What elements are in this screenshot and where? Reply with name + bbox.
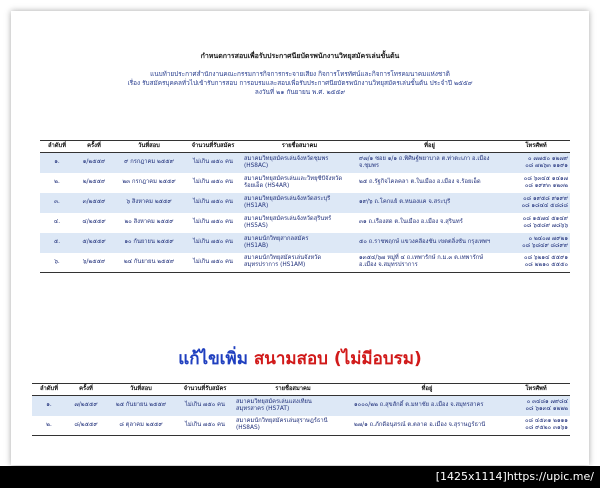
table-row bbox=[32, 416, 570, 436]
cell-association-line-1: สมาคมวิทยุสมัครเล่นจังหวัดสุรินทร์ bbox=[244, 215, 332, 222]
cell-phone bbox=[502, 396, 570, 416]
cell-address-line-1: ๑๙/๖ ถ.โคกแย้ ต.หนองแค จ.สระบุรี bbox=[359, 199, 451, 205]
cell-round bbox=[74, 153, 114, 173]
cell-date bbox=[114, 253, 184, 273]
cell-association-line-1: สมาคมวิทยุสมัครเล่นจังหวัดสระบุรี bbox=[244, 195, 331, 202]
cell-association bbox=[234, 416, 352, 436]
col-header-no: ลำดับที่ bbox=[32, 384, 66, 396]
table-header-row bbox=[40, 141, 570, 153]
cell-round-line-1: ๗/๒๕๕๙ bbox=[74, 402, 98, 409]
cell-date bbox=[114, 233, 184, 253]
cell-date-line-1: ๒๕ กันยายน ๒๕๕๙ bbox=[115, 402, 167, 409]
cell-phone bbox=[502, 213, 570, 233]
cell-quota bbox=[184, 233, 242, 253]
cell-date-line-1: ๒๐ สิงหาคม ๒๕๕๙ bbox=[124, 219, 174, 225]
cell-quota bbox=[184, 153, 242, 173]
cell-quota-line-1: ไม่เกิน ๗๕๐ คน bbox=[184, 421, 225, 428]
cell-round bbox=[66, 396, 106, 416]
col-header-address: ที่อยู่ bbox=[357, 141, 502, 153]
cell-address bbox=[357, 153, 502, 173]
cell-address-line-1: ๒๗/๑ ถ.ภักดีอนุสรณ์ ต.ตลาด อ.เมือง จ.สุราษฎร์ธานี bbox=[354, 421, 486, 428]
cell-association-line-2: สมุทรปราการ (HS1AM) bbox=[244, 262, 306, 269]
col-header-date: วันที่สอบ bbox=[114, 141, 184, 153]
cell-association-line-1: สมาคมนักวิทยุสากลสมัคร bbox=[244, 235, 309, 242]
cell-phone-line-2: ๐๘ ๙๕๒๐ ๓๑๖๑ bbox=[525, 425, 568, 432]
table-row bbox=[40, 193, 570, 213]
document-page bbox=[11, 11, 589, 465]
cell-quota-line-1: ไม่เกิน ๗๕๐ คน bbox=[192, 258, 233, 265]
cell-association-line-1: สมาคมนักวิทยุสมัครเล่นจังหวัด bbox=[244, 255, 322, 262]
cell-round-line-1: ๓/๒๕๕๙ bbox=[82, 199, 106, 205]
col-header-phone: โทรศัพท์ bbox=[502, 141, 570, 153]
cell-round bbox=[74, 213, 114, 233]
col-header-quota: จำนวนที่รับสมัคร bbox=[184, 141, 242, 153]
cell-quota bbox=[184, 213, 242, 233]
cell-association bbox=[242, 213, 357, 233]
cell-no-line-1: ๒. bbox=[54, 179, 60, 185]
col-header-phone: โทรศัพท์ bbox=[502, 384, 570, 396]
additional-exam-table bbox=[32, 383, 570, 436]
cell-phone bbox=[502, 193, 570, 213]
amendment-heading bbox=[11, 348, 589, 370]
cell-association bbox=[242, 193, 357, 213]
cell-address bbox=[352, 416, 502, 436]
cell-date-line-1: ๖ สิงหาคม ๒๕๕๙ bbox=[126, 199, 172, 205]
cell-address-line-1: ๓๑ ถ.เรืองสด ต.ในเมือง อ.เมือง จ.สุรินทร์ bbox=[359, 219, 463, 225]
cell-phone-line-1: ๐ ๒๔๐๗ ๗๙๒๑ bbox=[528, 235, 568, 242]
cell-address bbox=[357, 253, 502, 273]
cell-date bbox=[114, 173, 184, 193]
col-header-association: รายชื่อสมาคม bbox=[234, 384, 352, 396]
cell-round-line-1: ๒/๒๕๕๙ bbox=[82, 179, 106, 185]
cell-round-line-1: ๔/๒๕๕๙ bbox=[82, 219, 106, 225]
cell-phone-line-2: ๐๘ ๒๒๑๐ ๕๕๕๐ bbox=[524, 262, 568, 269]
cell-round bbox=[74, 253, 114, 273]
cell-address bbox=[357, 213, 502, 233]
table-row bbox=[40, 233, 570, 253]
cell-phone-line-2: ๐๘ ๖๕๘๙ ๗๘๖๖ bbox=[523, 222, 568, 229]
col-header-date: วันที่สอบ bbox=[106, 384, 176, 396]
cell-address-line-1: ๙๗/๑ ซอย ๑/๑ ถ.พิศิษฐ์พยาบาล ต.ท่าตะเภา อ.เมือง bbox=[359, 155, 490, 162]
cell-phone-line-1: ๐๘ ๖๒๑๔ ๕๕๙๑ bbox=[524, 255, 568, 262]
cell-no bbox=[32, 396, 66, 416]
cell-quota bbox=[176, 396, 234, 416]
table-header-row bbox=[32, 384, 570, 396]
cell-address-line-1: ๒๕ ถ.รัฐกิจไคลคลา ต.ในเมือง อ.เมือง จ.ร้อยเอ็ด bbox=[359, 179, 481, 185]
cell-no-line-1: ๖. bbox=[54, 258, 60, 265]
cell-date-line-1: ๙ กรกฎาคม ๒๕๕๙ bbox=[124, 159, 174, 166]
cell-association-line-2: (HS5AS) bbox=[244, 222, 268, 229]
cell-association-line-2: (HS1AB) bbox=[244, 242, 269, 249]
col-header-association: รายชื่อสมาคม bbox=[242, 141, 357, 153]
cell-phone-line-1: ๐๘ ๖๓๔๕ ๑๔๑๗ bbox=[523, 175, 568, 182]
header-line-3: เรื่อง รับสมัครบุคคลทั่วไปเข้ารับการสอบ การอบรมและสอบเพื่อรับประกาศนียบัตรพนักงานวิทยุสมัครเล่นขั้นต้น ประจำปี ๒๕๕๙ bbox=[127, 79, 473, 87]
cell-association-line-2: (HS8AS) bbox=[236, 425, 260, 432]
amendment-heading-red: สนามสอบ (ไม่มีอบรม) bbox=[253, 349, 422, 369]
cell-date bbox=[114, 213, 184, 233]
cell-no-line-1: ๑. bbox=[54, 159, 60, 166]
cell-address-line-2: จ.ชุมพร bbox=[359, 162, 379, 169]
cell-association bbox=[234, 396, 352, 416]
amendment-heading-blue: แก้ไขเพิ่ม bbox=[178, 349, 248, 369]
cell-association-line-2: สมุทรสาคร (HS7AT) bbox=[236, 405, 290, 412]
cell-quota bbox=[176, 416, 234, 436]
cell-phone bbox=[502, 233, 570, 253]
cell-round-line-1: ๘/๒๕๕๙ bbox=[74, 421, 98, 428]
cell-round bbox=[66, 416, 106, 436]
table-row bbox=[40, 173, 570, 193]
cell-phone-line-2: ๐๘ ๗๒๖๓ ๑๑๙๑ bbox=[525, 162, 568, 169]
cell-association-line-2: (HS8AC) bbox=[244, 162, 269, 169]
image-resolution: [1425x1114] bbox=[435, 470, 507, 483]
cell-address-line-1: ๑๐๐๐/๒๒ ถ.สุขสักดิ์ ต.มหาชัย อ.เมือง จ.สมุทรสาคร bbox=[354, 402, 484, 409]
cell-quota-line-1: ไม่เกิน ๗๕๐ คน bbox=[192, 199, 233, 205]
cell-association-line-2: (HS1AR) bbox=[244, 202, 269, 209]
cell-address bbox=[357, 233, 502, 253]
exam-schedule-table bbox=[40, 140, 570, 273]
cell-association bbox=[242, 153, 357, 173]
table-row bbox=[40, 253, 570, 273]
header-date-line: ลงวันที่ ๒๑ กันยายน พ.ศ. ๒๕๕๙ bbox=[254, 88, 346, 96]
cell-date bbox=[106, 416, 176, 436]
cell-quota bbox=[184, 193, 242, 213]
cell-address bbox=[357, 173, 502, 193]
cell-phone-line-2: ๐๘ ๖๘๔๙ ๘๘๙๙ bbox=[522, 242, 568, 249]
cell-association-line-1: สมาคมนักวิทยุสมัครเล่นสุราษฎร์ธานี bbox=[236, 418, 328, 425]
header-line-2: แนบท้ายประกาศสำนักงานคณะกรรมการกิจการกระจายเสียง กิจการโทรทัศน์และกิจการโทรคมนาคมแห่งชาติ bbox=[150, 70, 450, 78]
document-title: กำหนดการสอบเพื่อรับประกาศนียบัตรพนักงานวิทยุสมัครเล่นขั้นต้น bbox=[200, 51, 400, 60]
cell-no-line-1: ๒. bbox=[46, 421, 52, 428]
cell-quota-line-1: ไม่เกิน ๗๕๐ คน bbox=[192, 179, 233, 185]
cell-association bbox=[242, 233, 357, 253]
upic-link[interactable]: https://upic.me/ bbox=[506, 470, 594, 483]
cell-no bbox=[40, 233, 74, 253]
cell-no bbox=[40, 213, 74, 233]
cell-address-line-2: อ.เมือง จ.สมุทรปราการ bbox=[359, 262, 418, 269]
col-header-round: ครั้งที่ bbox=[66, 384, 106, 396]
cell-association-line-1: สมาคมวิทยุสมัครเล่นและวิทยุซีบีจังหวัด bbox=[244, 175, 343, 182]
cell-round bbox=[74, 193, 114, 213]
cell-date-line-1: ๒๓ กรกฎาคม ๒๕๕๙ bbox=[122, 179, 176, 185]
cell-phone-line-2: ๐๘ ๖๑๓๔ ๑๒๒๒ bbox=[525, 405, 568, 412]
table-row bbox=[40, 153, 570, 173]
cell-date-line-1: ๑๐ กันยายน ๒๕๕๙ bbox=[124, 239, 174, 245]
footer-text bbox=[436, 470, 594, 484]
cell-phone-line-1: ๐๘ ๑๕๗๔ ๕๑๔๙ bbox=[522, 215, 568, 222]
cell-no-line-1: ๕. bbox=[53, 239, 61, 245]
cell-round-line-1: ๑/๒๕๕๙ bbox=[82, 159, 106, 166]
cell-round bbox=[74, 173, 114, 193]
cell-no-line-1: ๔. bbox=[53, 219, 61, 225]
cell-no bbox=[40, 193, 74, 213]
cell-quota-line-1: ไม่เกิน ๗๕๐ คน bbox=[192, 219, 233, 225]
cell-association bbox=[242, 173, 357, 193]
cell-date bbox=[114, 153, 184, 173]
cell-round bbox=[74, 233, 114, 253]
cell-phone bbox=[502, 416, 570, 436]
cell-association bbox=[242, 253, 357, 273]
cell-phone-line-1: ๐ ๗๗๕๐ ๑๒๗๙ bbox=[528, 155, 568, 162]
cell-association-line-2: ร้อยเอ็ด (HS4AR) bbox=[244, 182, 290, 189]
cell-phone-line-1: ๐ ๓๔๘๑ ๗๙๘๔ bbox=[526, 398, 568, 405]
cell-no bbox=[40, 253, 74, 273]
cell-quota-line-1: ไม่เกิน ๗๕๐ คน bbox=[184, 402, 225, 409]
col-header-address: ที่อยู่ bbox=[352, 384, 502, 396]
cell-date-line-1: ๘ ตุลาคม ๒๕๕๙ bbox=[119, 421, 163, 428]
cell-association-line-1: สมาคมวิทยุสมัครเล่นจังหวัดชุมพร bbox=[244, 155, 329, 162]
cell-address-line-1: ๕๐ ถ.ราชพฤกษ์ แขวงคลีองชัน เขตตลิ่งชัน กรุงเทพฯ bbox=[359, 239, 491, 245]
cell-date bbox=[106, 396, 176, 416]
cell-no-line-1: ๓. bbox=[54, 199, 60, 205]
table-row bbox=[40, 213, 570, 233]
cell-no bbox=[40, 153, 74, 173]
cell-phone-line-2: ๐๘ ๑๙๙๓ ๑๒๓๒ bbox=[524, 182, 568, 189]
cell-address-line-1: ๑๓๕๔/๖๗ หมู่ที่ ๔ ถ.เทพารักษ์ ก.ม.๓ ต.เทพารักษ์ bbox=[359, 255, 484, 262]
col-header-round: ครั้งที่ bbox=[74, 141, 114, 153]
cell-no bbox=[40, 173, 74, 193]
col-header-quota: จำนวนที่รับสมัคร bbox=[176, 384, 234, 396]
cell-quota bbox=[184, 253, 242, 273]
cell-quota bbox=[184, 173, 242, 193]
cell-phone bbox=[502, 173, 570, 193]
cell-no-line-1: ๑. bbox=[46, 402, 52, 409]
cell-address bbox=[357, 193, 502, 213]
cell-phone-line-1: ๐๘ ๑๙๕๘ ๙๑๙๙ bbox=[523, 195, 568, 202]
cell-no bbox=[32, 416, 66, 436]
cell-round-line-1: ๕/๒๕๕๙ bbox=[82, 239, 106, 245]
document-header bbox=[11, 51, 589, 97]
cell-association-line-1: สมาคมวิทยุสมัครเล่นแสงเทียน bbox=[236, 398, 312, 405]
image-host-footer bbox=[0, 466, 600, 488]
cell-phone-line-1: ๐๘ ๔๕๓๑ ๒๑๑๑ bbox=[525, 418, 568, 425]
table-row bbox=[32, 396, 570, 416]
cell-address bbox=[352, 396, 502, 416]
cell-phone bbox=[502, 153, 570, 173]
cell-phone-line-2: ๐๘ ๑๘๔๔ ๕๘๘๘ bbox=[521, 202, 568, 209]
cell-quota-line-1: ไม่เกิน ๗๕๐ คน bbox=[192, 159, 233, 166]
cell-round-line-1: ๖/๒๕๕๙ bbox=[82, 258, 106, 265]
cell-phone bbox=[502, 253, 570, 273]
cell-quota-line-1: ไม่เกิน ๗๕๐ คน bbox=[192, 239, 233, 245]
cell-date-line-1: ๒๔ กันยายน ๒๕๕๙ bbox=[123, 258, 175, 265]
col-header-no: ลำดับที่ bbox=[40, 141, 74, 153]
cell-date bbox=[114, 193, 184, 213]
